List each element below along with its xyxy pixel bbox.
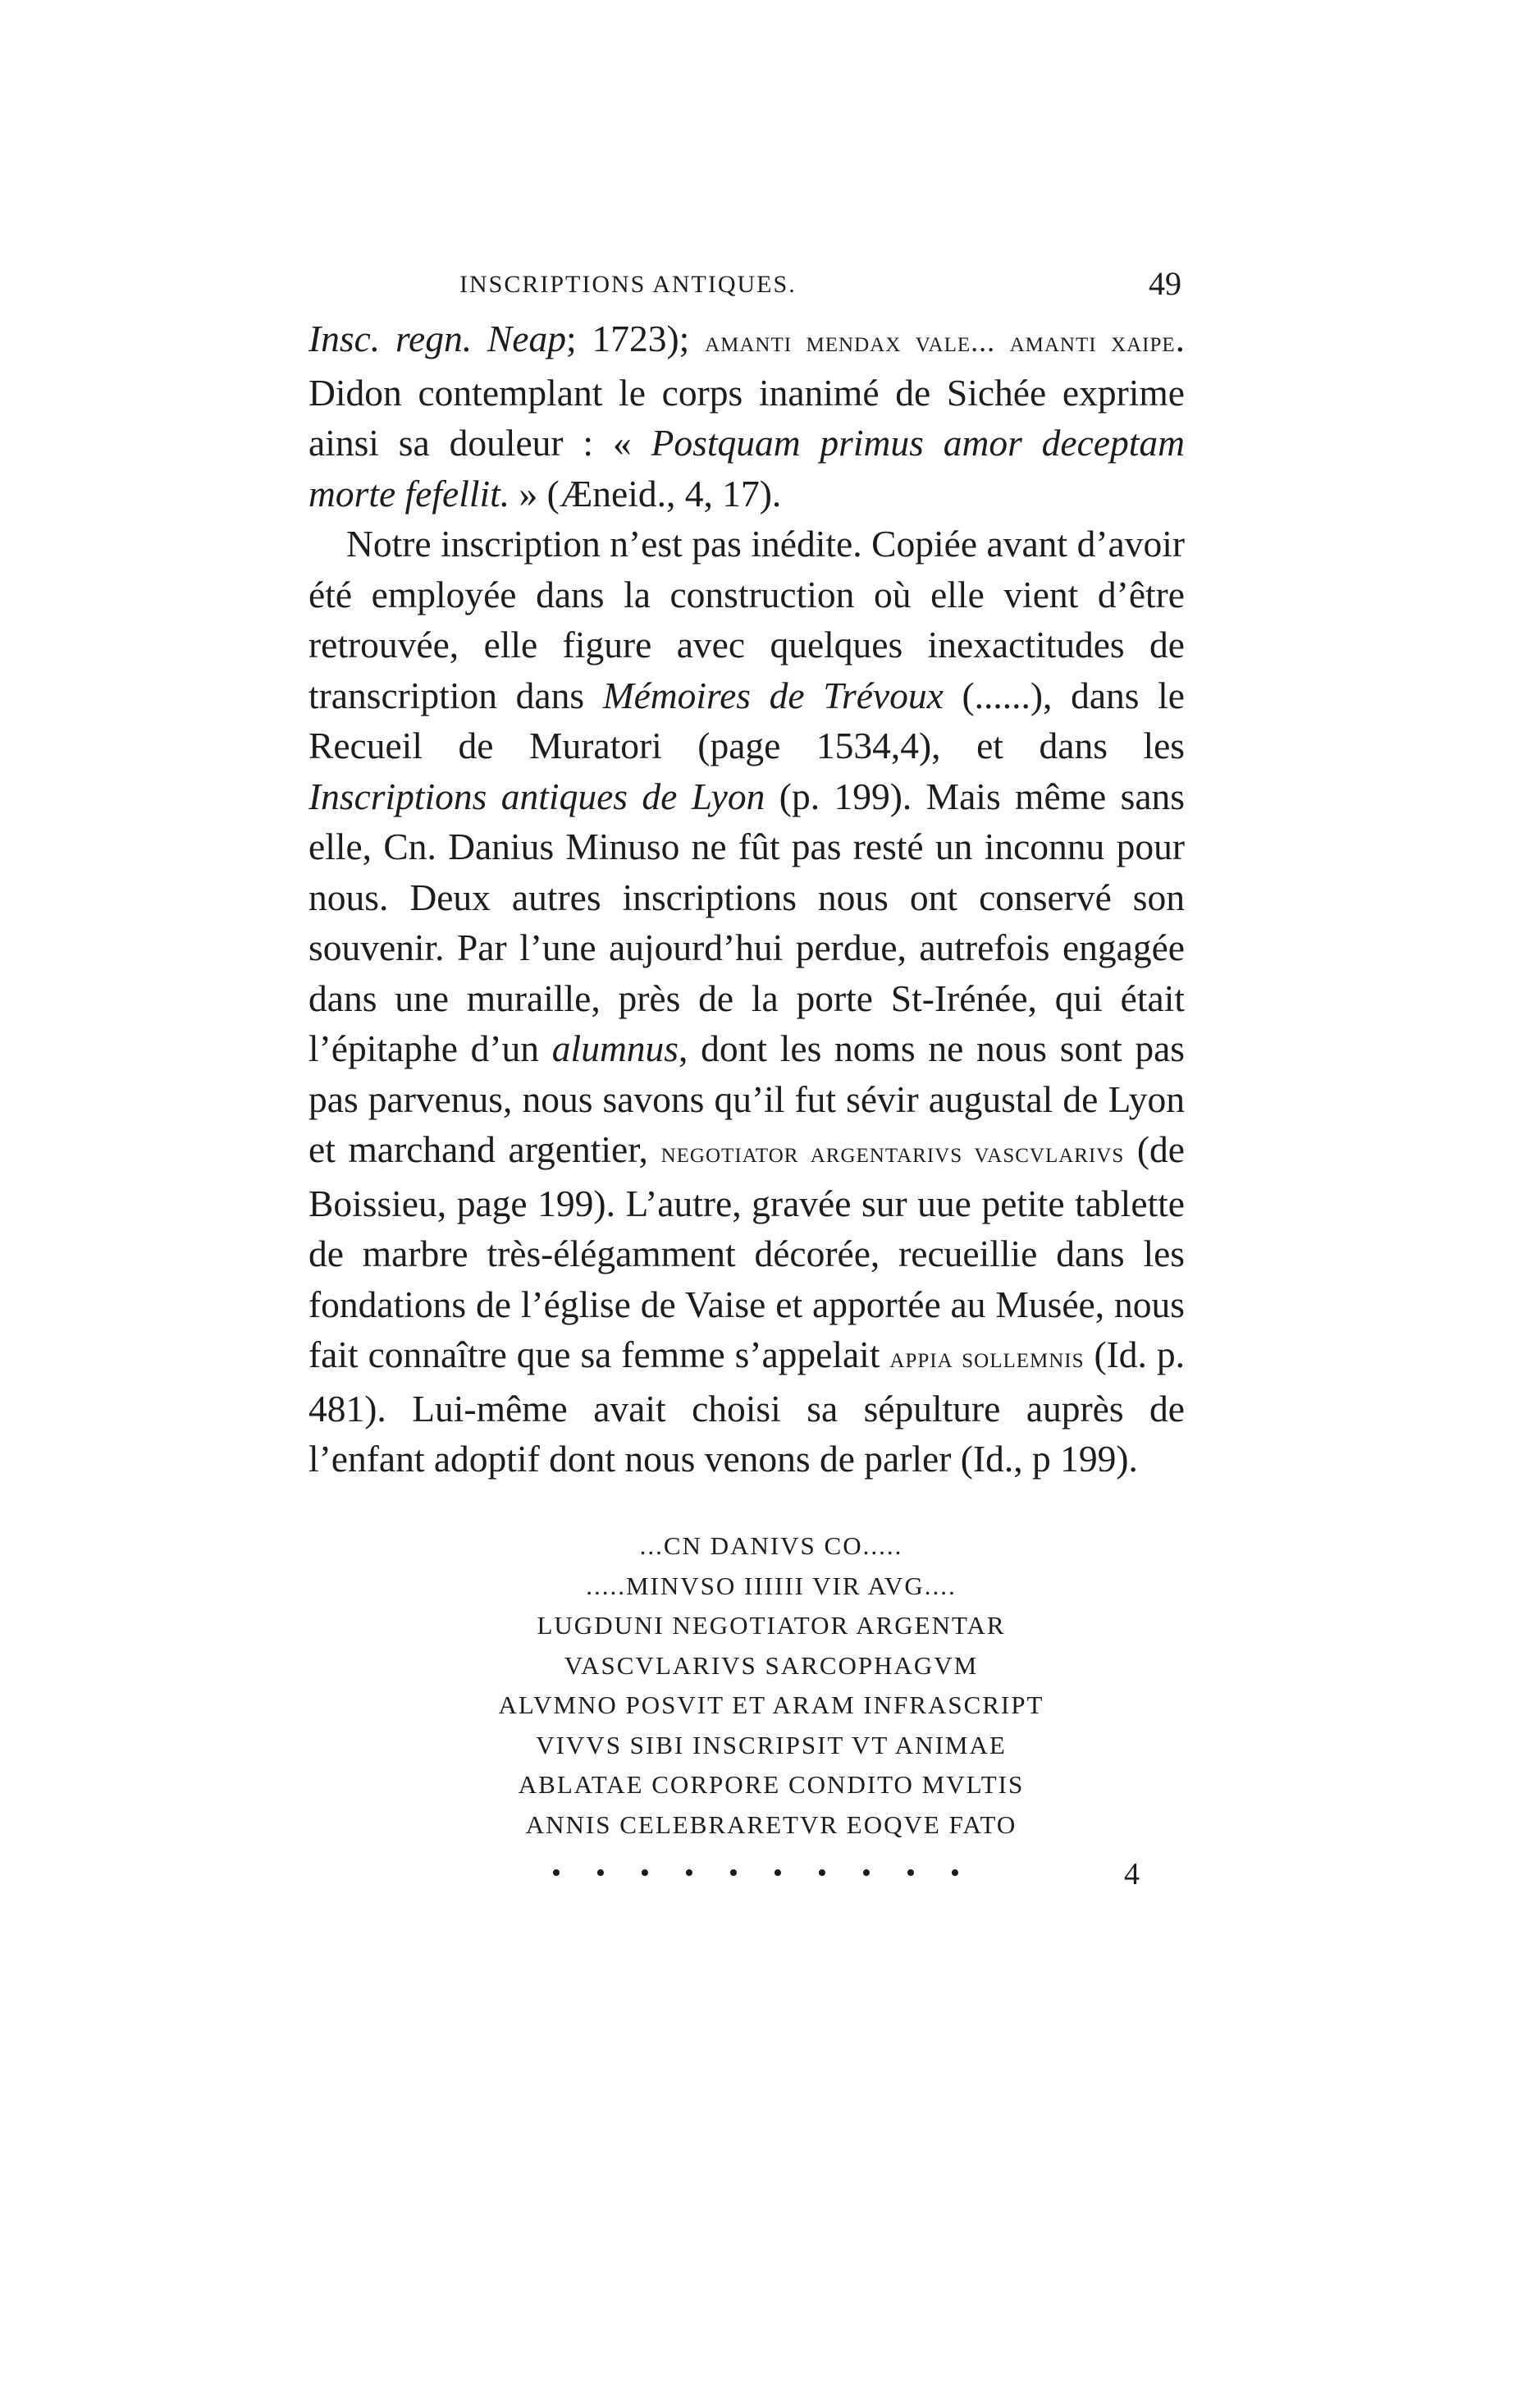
latin-quote-small-caps: amanti mendax vale... amanti xaipe: [705, 325, 1176, 358]
dot-mark: •: [684, 1858, 694, 1888]
paragraph-text: (......), dans le Recueil de Muratori (page 1534,4), et dans les: [308, 674, 1185, 766]
paragraph-text: (Id. p. 481). Lui-même avait choisi sa sépulture auprès de l’enfant adoptif dont nous venons de parler (Id., p 199).: [308, 1334, 1185, 1480]
paragraph-text: (de Boissieu, page 199). L’autre, gravée sur uue petite tablette de marbre très-élégamment décorée, recueillie dans les fondations de l’église de Vaise et apportée au Musée, nous fait connaître que sa femme s’appelait: [308, 1128, 1185, 1375]
paragraph: [308, 519, 1185, 1484]
dot-mark: •: [640, 1858, 650, 1888]
inscription-line: ...CN DANIVS CO.....: [639, 1531, 903, 1560]
ellipsis-dots-row: [551, 1858, 994, 1891]
title-italic: Inscriptions antiques de Lyon: [308, 775, 765, 817]
dot-mark: •: [773, 1858, 783, 1888]
page-number: 49: [1149, 265, 1181, 302]
inscription-line: ANNIS CELEBRARETVR EOQVE FATO: [525, 1809, 1017, 1839]
dot-mark: •: [817, 1858, 827, 1888]
running-head: INSCRIPTIONS ANTIQUES.: [459, 271, 797, 298]
paragraph-text: ; 1723);: [565, 318, 706, 359]
dot-mark: •: [596, 1858, 605, 1888]
paragraph-continued: [308, 313, 1185, 519]
dot-mark: •: [950, 1858, 960, 1888]
latin-quote-italic: Postquam primus amor deceptam morte fefellit.: [308, 422, 1185, 515]
inscription-line: .....MINVSO IIIIII VIR AVG....: [586, 1571, 957, 1600]
paragraph-text: Notre inscription n’est pas inédite. Copiée avant d’avoir été employée dans la construction où elle vient d’être retrouvée, elle figure avec quelques inexactitudes de transcription dans: [308, 523, 1185, 716]
inscription-block: [361, 1526, 1181, 1845]
latin-name-small-caps: appia sollemnis: [889, 1341, 1085, 1374]
paragraph-text: (p. 199). Mais même sans elle, Cn. Danius Minuso ne fût pas resté un inconnu pour nous. Deux autres inscriptions nous ont conservé son souvenir. Par l’une aujourd’hui perdue, autrefois engagée dans une muraille, près de la porte St-Irénée, qui était l’épitaphe d’un: [308, 775, 1185, 1069]
title-italic: Mémoires de Trévoux: [602, 674, 944, 716]
inscription-line: ALVMNO POSVIT ET ARAM INFRASCRIPT: [498, 1690, 1044, 1719]
dot-mark: •: [551, 1858, 561, 1888]
latin-term-small-caps: negotiator argentarivs vascvlarivs: [660, 1136, 1125, 1169]
page-header: [312, 264, 1181, 305]
signature-mark: 4: [1124, 1857, 1140, 1892]
latin-term-italic: alumnus: [551, 1027, 679, 1069]
inscription-line: ABLATAE CORPORE CONDITO MVLTIS: [518, 1770, 1025, 1799]
inscription-line: VIVVS SIBI INSCRIPSIT VT ANIMAE: [536, 1730, 1007, 1759]
inscription-line: VASCVLARIVS SARCOPHAGVM: [564, 1650, 979, 1680]
paragraph-text: » (Æneid., 4, 17).: [510, 472, 782, 515]
paragraph-text: . Didon contemplant le corps inanimé de Sichée exprime ainsi sa douleur : «: [308, 318, 1186, 464]
inscription-line: LUGDUNI NEGOTIATOR ARGENTAR: [537, 1611, 1006, 1640]
body-text: [308, 313, 1185, 1484]
dot-mark: •: [729, 1858, 738, 1888]
dot-mark: •: [861, 1858, 871, 1888]
dot-mark: •: [906, 1858, 916, 1888]
citation-italic: Insc. regn. Neap: [308, 318, 566, 359]
paragraph-text: , dont les noms ne nous sont pas pas parvenus, nous savons qu’il fut sévir augustal de Lyon et marchand argentier,: [308, 1027, 1185, 1170]
